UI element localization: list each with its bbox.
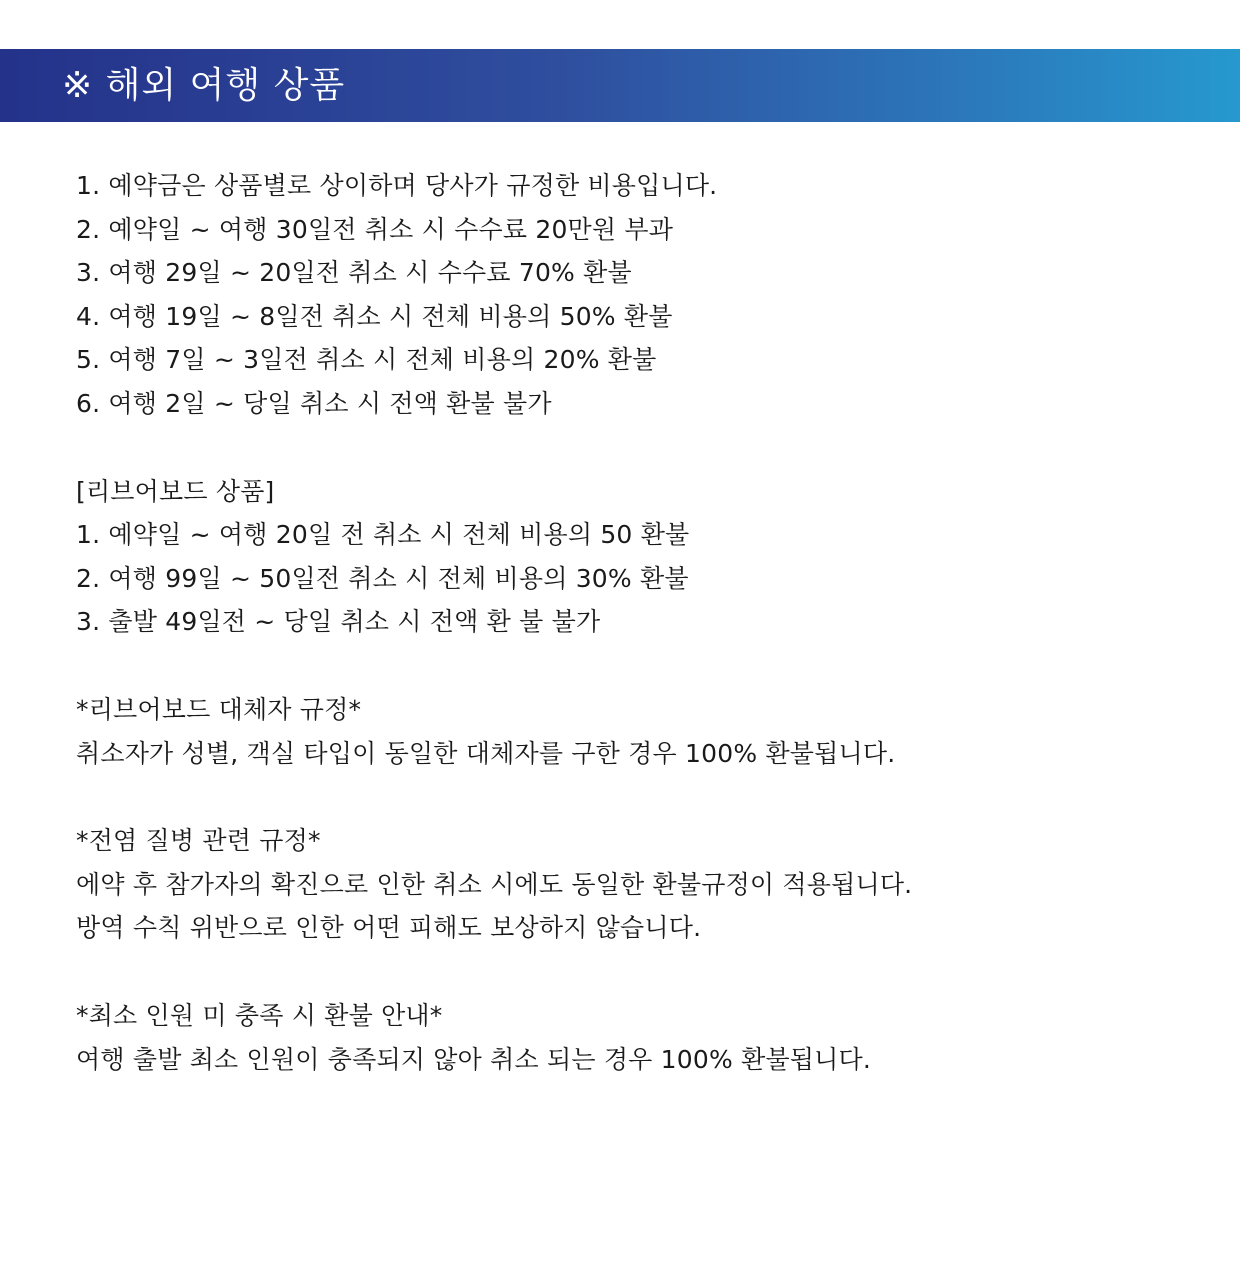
substitute-section: [76, 688, 1196, 775]
section-heading: [리브어보드 상품]: [76, 476, 275, 506]
policy-line: 취소자가 성별, 객실 타입이 동일한 대체자를 구한 경우 100% 환불됩니다.: [76, 738, 896, 768]
section-heading: *최소 인원 미 충족 시 환불 안내*: [76, 1000, 443, 1030]
policy-line: 5. 여행 7일 ~ 3일전 취소 시 전체 비용의 20% 환불: [76, 345, 657, 375]
infectious-disease-section: [76, 819, 1196, 950]
policy-line: 2. 예약일 ~ 여행 30일전 취소 시 수수료 20만원 부과: [76, 214, 674, 244]
policy-line: 1. 예약금은 상품별로 상이하며 당사가 규정한 비용입니다.: [76, 171, 718, 200]
policy-line: 3. 출발 49일전 ~ 당일 취소 시 전액 환 불 불가: [76, 607, 601, 637]
policy-line: 1. 예약일 ~ 여행 20일 전 취소 시 전체 비용의 50 환불: [76, 520, 690, 550]
minimum-participants-section: [76, 994, 1196, 1081]
policy-line: 여행 출발 최소 인원이 충족되지 않아 취소 되는 경우 100% 환불됩니다.: [76, 1044, 871, 1074]
liveaboard-section: [76, 470, 1196, 644]
header-banner: [0, 49, 1240, 122]
section-heading: *리브어보드 대체자 규정*: [76, 694, 362, 724]
policy-line: 3. 여행 29일 ~ 20일전 취소 시 수수료 70% 환불: [76, 258, 632, 288]
policy-content: [76, 164, 1196, 1125]
general-refund-section: [76, 164, 1196, 426]
policy-line: 6. 여행 2일 ~ 당일 취소 시 전액 환불 불가: [76, 388, 552, 418]
policy-line: 에약 후 참가자의 확진으로 인한 취소 시에도 동일한 환불규정이 적용됩니다.: [76, 869, 913, 899]
policy-line: 방역 수칙 위반으로 인한 어떤 피해도 보상하지 않습니다.: [76, 913, 702, 943]
section-heading: *전염 질병 관련 규정*: [76, 826, 321, 856]
page-title: ※ 해외 여행 상품: [62, 65, 346, 106]
policy-line: 2. 여행 99일 ~ 50일전 취소 시 전체 비용의 30% 환불: [76, 563, 689, 593]
policy-line: 4. 여행 19일 ~ 8일전 취소 시 전체 비용의 50% 환불: [76, 301, 673, 331]
